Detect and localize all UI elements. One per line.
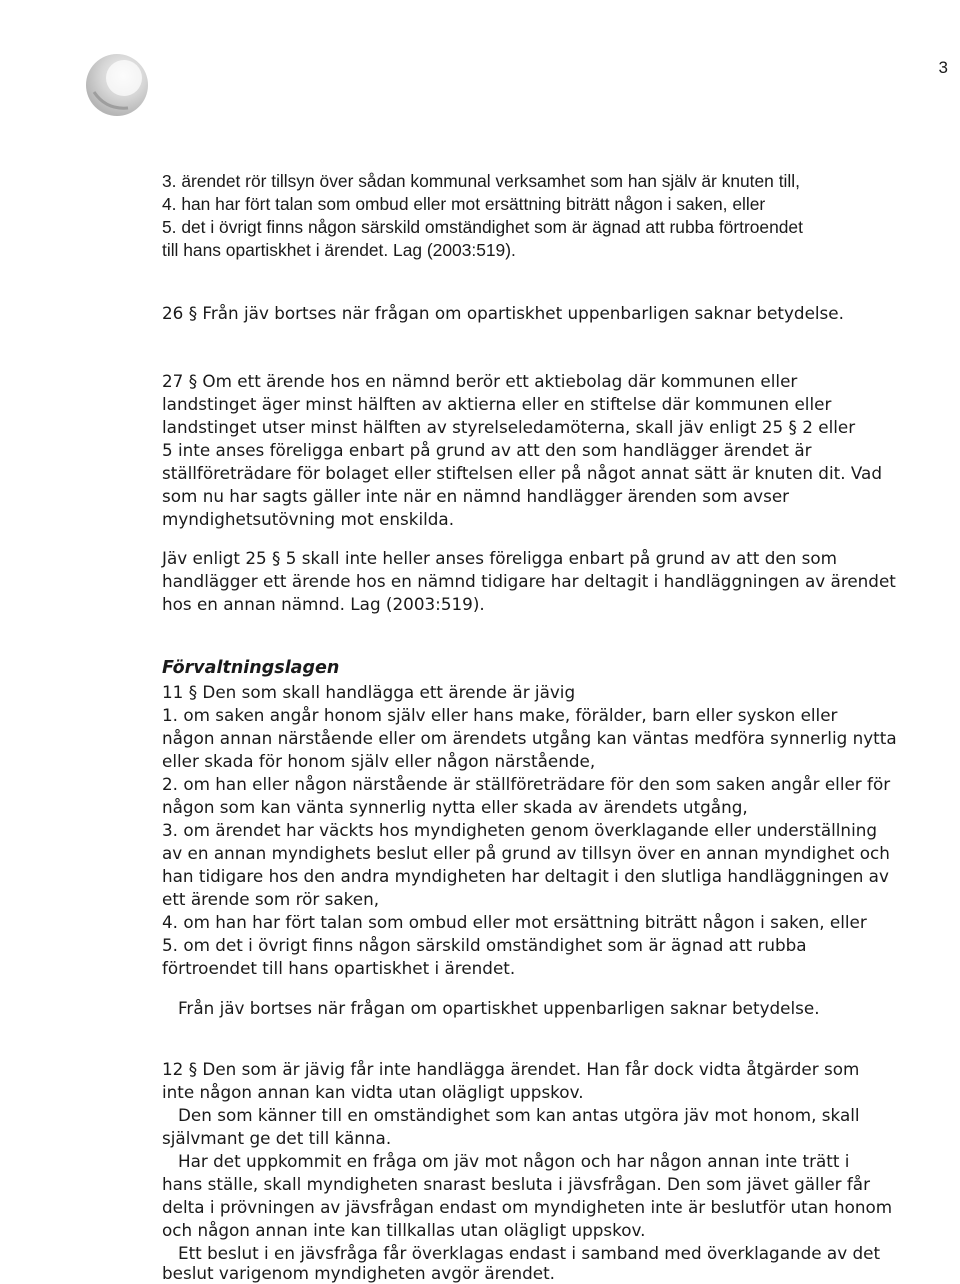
- text-line: inte någon annan kan vidta utan olägligt uppskov.: [162, 1082, 584, 1102]
- text-line: handlägger ett ärende hos en nämnd tidigare har deltagit i handläggningen av ärendet: [162, 571, 896, 591]
- section-heading: Förvaltningslagen: [162, 658, 340, 678]
- text-line: hos en annan nämnd. Lag (2003:519).: [162, 594, 485, 614]
- text-line: delta i prövningen av jävsfrågan endast om myndigheten inte är beslutför utan honom: [162, 1197, 893, 1217]
- text-line: någon annan närstående eller om ärendets utgång kan väntas medföra synnerlig nytta: [162, 728, 897, 748]
- text-line: förtroendet till hans opartiskhet i ärendet.: [162, 958, 516, 978]
- text-line: landstinget utser minst hälften av styrelseledamöterna, skall jäv enligt 25 § 2 eller: [162, 417, 856, 437]
- text-line: han tidigare hos den andra myndigheten har deltagit i den slutliga handläggningen av: [162, 866, 889, 886]
- text-line: 12 § Den som är jävig får inte handlägga ärendet. Han får dock vidta åtgärder som: [162, 1059, 860, 1079]
- text-line: som nu har sagts gäller inte när en nämnd handlägger ärenden som avser: [162, 486, 790, 506]
- text-line: 5. om det i övrigt finns någon särskild omständighet som är ägnad att rubba: [162, 935, 807, 955]
- text-line: 5. det i övrigt finns någon särskild omständighet som är ägnad att rubba förtroendet: [162, 217, 803, 237]
- text-line: ställföreträdare för bolaget eller stiftelsen eller på något annat sätt är knuten dit. Vad: [162, 463, 882, 483]
- text-line: Jäv enligt 25 § 5 skall inte heller anses föreligga enbart på grund av att den som: [162, 548, 838, 568]
- text-line: och någon annan inte kan tillkallas utan olägligt uppskov.: [162, 1220, 646, 1240]
- text-line: 4. om han har fört talan som ombud eller mot ersättning biträtt någon i saken, eller: [162, 912, 867, 932]
- text-line: myndighetsutövning mot enskilda.: [162, 509, 455, 529]
- text-line: någon som kan vänta synnerlig nytta eller skada av ärendets utgång,: [162, 797, 748, 817]
- text-line: Ett beslut i en jävsfråga får överklagas endast i samband med överklagande av det: [178, 1243, 881, 1263]
- text-line: 27 § Om ett ärende hos en nämnd berör ett aktiebolag där kommunen eller: [162, 371, 798, 391]
- text-line: 5 inte anses föreligga enbart på grund av att den som handlägger ärendet är: [162, 440, 812, 460]
- text-line: 3. om ärendet har väckts hos myndigheten genom överklagande eller underställning: [162, 820, 878, 840]
- text-line: 2. om han eller någon närstående är ställföreträdare för den som saken angår eller för: [162, 774, 891, 794]
- text-line: ett ärende som rör saken,: [162, 889, 380, 909]
- text-line: till hans opartiskhet i ärendet. Lag (2003:519).: [162, 240, 516, 260]
- text-line: Har det uppkommit en fråga om jäv mot någon och har någon annan inte trätt i: [178, 1151, 850, 1171]
- text-line: hans ställe, skall myndigheten snarast besluta i jävsfrågan. Den som jävet gäller får: [162, 1174, 870, 1194]
- text-line: Den som känner till en omständighet som kan antas utgöra jäv mot honom, skall: [178, 1105, 860, 1125]
- text-line: 1. om saken angår honom själv eller hans make, förälder, barn eller syskon eller: [162, 705, 838, 725]
- text-line: beslut varigenom myndigheten avgör ärendet.: [162, 1263, 556, 1283]
- text-line: av en annan myndighets beslut eller på grund av tillsyn över en annan myndighet och: [162, 843, 890, 863]
- text-line: eller skada för honom själv eller någon närstående,: [162, 751, 596, 771]
- text-line: landstinget äger minst hälften av aktierna eller en stiftelse där kommunen eller: [162, 394, 832, 414]
- text-line: självmant ge det till känna.: [162, 1128, 392, 1148]
- text-line: Från jäv bortses när frågan om opartiskhet uppenbarligen saknar betydelse.: [178, 998, 820, 1018]
- logo-seal: [84, 52, 150, 118]
- text-line: 11 § Den som skall handlägga ett ärende är jävig: [162, 682, 576, 702]
- paragraph-26: 26 § Från jäv bortses när frågan om opartiskhet uppenbarligen saknar betydelse.: [162, 303, 844, 323]
- text-line: 4. han har fört talan som ombud eller mot ersättning biträtt någon i saken, eller: [162, 194, 766, 214]
- page-number: 3: [938, 58, 948, 77]
- text-line: 3. ärendet rör tillsyn över sådan kommunal verksamhet som han själv är knuten till,: [162, 171, 800, 191]
